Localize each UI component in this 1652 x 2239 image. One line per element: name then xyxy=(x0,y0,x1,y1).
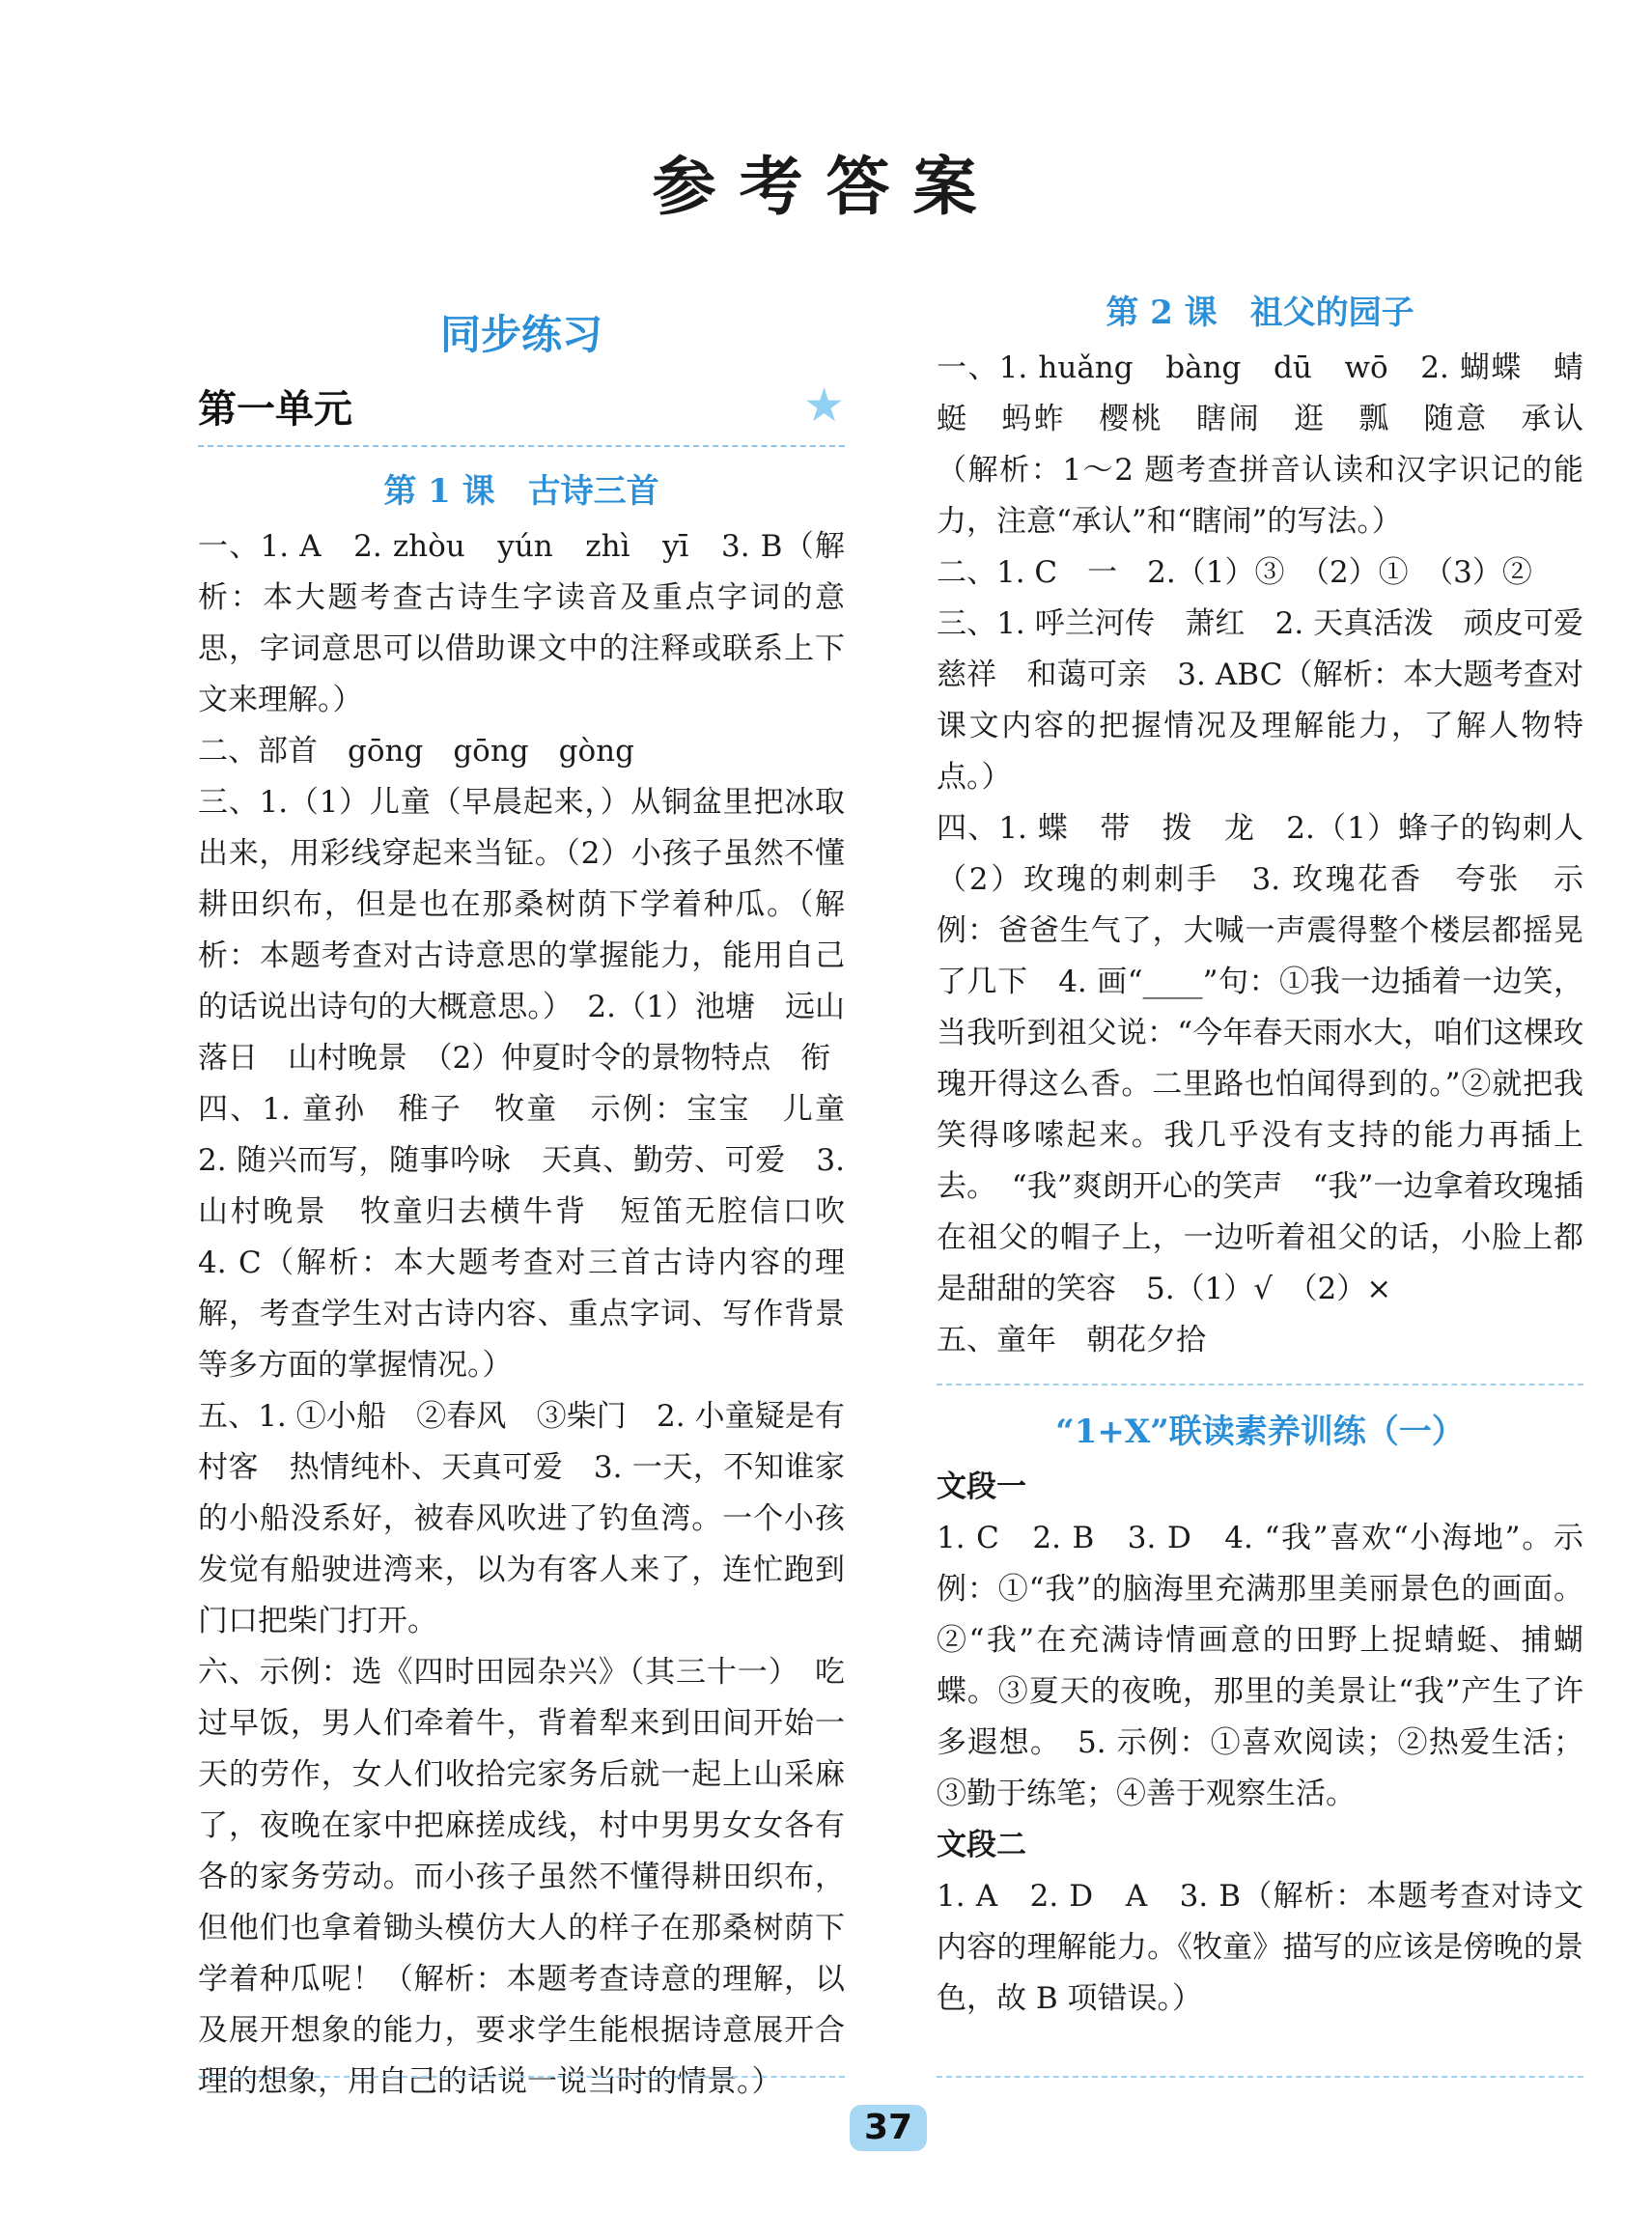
bottom-divider-right xyxy=(937,2076,1583,2078)
section-title: 同步练习 xyxy=(439,311,602,358)
passage1-text: 1. C 2. B 3. D 4. “我”喜欢“小海地”。示例：①“我”的脑海里充满那里美丽景色的画面。②“我”在充满诗情画意的田野上捉蜻蜓、捕蝴蝶。③夏天的夜晚，那里的美景让“我”产生了许多遐想。 5. 示例：①喜欢阅读；②热爱生活；③勤于练笔；④善于观察生活。 xyxy=(937,1521,1583,1811)
answer-line: 六、示例：选《四时田园杂兴》（其三十一） 吃过早饭，男人们牵着牛，背着犁来到田间开始一天的劳作，女人们收拾完家务后就一起上山采麻了，夜晚在家中把麻搓成线，村中男男女女各有各的家务劳动。而小孩子虽然不懂得耕田织布，但他们也拿着锄头模仿大人的样子在那桑树荫下学着种瓜呢！（解析：本题考查诗意的理解，以及展开想象的能力，要求学生能根据诗意展开合理的想象，用自己的话说一说当时的情景。） xyxy=(198,1655,845,2099)
lesson2-title: 第 2 课 祖父的园子 xyxy=(1106,294,1414,332)
answer-line: 二、1. C 一 2.（1）③ （2）① （3）② xyxy=(937,555,1532,590)
right-column xyxy=(937,280,1613,2025)
answer-line: 五、1. ①小船 ②春风 ③柴门 2. 小童疑是有村客 热情纯朴、天真可爱 3. 一天，不知谁家的小船没系好，被春风吹进了钓鱼湾。一个小孩发觉有船驶进湾来，以为有客人来了，连忙跑到门口把柴门打开。 xyxy=(198,1399,845,1638)
answer-line: 一、1. huǎng bàng dū wō 2. 蝴蝶 蜻蜓 蚂蚱 樱桃 瞎闹 逛 瓢 随意 承认（解析：1～2 题考查拼音认读和汉字识记的能力，注意“承认”和“瞎闹”的写法。） xyxy=(937,350,1583,539)
answer-line: 一、1. A 2. zhòu yún zhì yī 3. B（解析：本大题考查古诗生字读音及重点字词的意思，字词意思可以借助课文中的注释或联系上下文来理解。） xyxy=(198,529,845,717)
star-icon: ★ xyxy=(802,378,845,433)
lesson1-title: 第 1 课 古诗三首 xyxy=(383,472,659,511)
passage1-title: 文段一 xyxy=(937,1469,1026,1504)
answer-line: 二、部首 gōng gōng gòng xyxy=(198,734,634,769)
answer-line: 三、1. 呼兰河传 萧红 2. 天真活泼 顽皮可爱 慈祥 和蔼可亲 3. ABC（解析：本大题考查对课文内容的把握情况及理解能力，了解人物特点。） xyxy=(937,606,1613,795)
page-title: 参考答案 xyxy=(652,149,1000,224)
unit-title-text: 第一单元 xyxy=(198,387,352,432)
divider xyxy=(937,1384,1583,1385)
answer-line: 四、1. 童孙 稚子 牧童 示例：宝宝 儿童 2. 随兴而写，随事吟咏 天真、勤劳、可爱 3. 山村晚景 牧童归去横牛背 短笛无腔信口吹 4. C（解析：本大题考查对三首古诗内容的理解，考查学生对古诗内容、重点字词、写作背景等多方面的掌握情况。） xyxy=(198,1092,875,1383)
unit-title xyxy=(198,378,845,447)
passage2-title: 文段二 xyxy=(937,1828,1026,1862)
answer-line: 三、1.（1）儿童（早晨起来，）从铜盆里把冰取出来，用彩线穿起来当钲。（2）小孩子虽然不懂耕田织布，但是也在那桑树荫下学着种瓜。（解析：本题考查对古诗意思的掌握能力，能用自己的话说出诗句的大概意思。） 2.（1）池塘 远山 落日 山村晚景 （2）仲夏时令的景物特点 衔 xyxy=(198,785,875,1076)
left-column xyxy=(198,290,875,2108)
passage2-text: 1. A 2. D A 3. B（解析：本题考查对诗文内容的理解能力。《牧童》描写的应该是傍晚的景色，故 B 项错误。） xyxy=(937,1879,1583,2016)
bottom-divider-left xyxy=(198,2076,845,2078)
reading-title: “1+X”联读素养训练（一） xyxy=(1055,1413,1465,1451)
answer-line: 五、童年 朝花夕拾 xyxy=(937,1323,1206,1357)
answer-line: 四、1. 蝶 带 拨 龙 2.（1）蜂子的钩刺人 （2）玫瑰的刺刺手 3. 玫瑰花香 夸张 示例：爸爸生气了，大喊一声震得整个楼层都摇晃了几下 4. 画“____”句：①我一边插着一边笑，当我听到祖父说：“今年春天雨水大，咱们这棵玫瑰开得这么香。二里路也怕闻得到的。”②就把我笑得哆嗦起来。我几乎没有支持的能力再插上去。 “我”爽朗开心的笑声 “我”一边拿着玫瑰插在祖父的帽子上，一边听着祖父的话，小脸上都是甜甜的笑容 5.（1）√ （2）× xyxy=(937,811,1613,1306)
page-number: 37 xyxy=(850,2105,927,2151)
